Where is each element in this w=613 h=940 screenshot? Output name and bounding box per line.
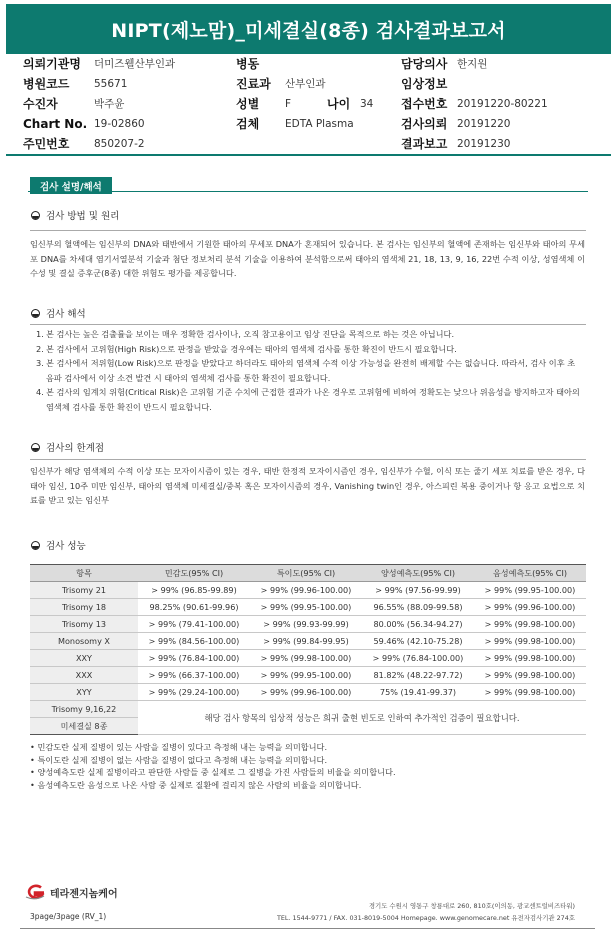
value-specimen: EDTA Plasma	[285, 118, 354, 130]
header-divider	[6, 154, 611, 156]
half-circle-bullet-icon	[31, 211, 40, 220]
definitions-list	[30, 741, 396, 791]
column-header: 음성예측도(95% CI)	[474, 565, 586, 582]
value-attending-doctor: 한지원	[457, 58, 488, 70]
value-requesting-institution: 더미즈웰산부인과	[94, 58, 176, 70]
value-sex: F	[285, 98, 292, 110]
value-patient: 박주윤	[94, 98, 125, 110]
value-receipt-number: 20191220-80221	[457, 98, 548, 110]
divider	[30, 459, 586, 460]
label-result-report-date: 결과보고	[401, 137, 448, 151]
column-header: 민감도(95% CI)	[138, 565, 250, 582]
label-sex: 성별	[236, 97, 260, 111]
page-number: 3page/3page (RV_1)	[30, 912, 107, 921]
label-resident-number: 주민번호	[23, 137, 70, 151]
table-row: XYY > 99% (29.24-100.00) > 99% (99.96-100.00) 75% (19.41-99.37) > 99% (99.98-100.00)	[30, 684, 586, 701]
label-requesting-institution: 의뢰기관명	[23, 57, 81, 71]
value-age: 34	[360, 98, 374, 110]
info-column-2	[236, 54, 373, 134]
limits-heading	[31, 440, 104, 454]
value-hospital-code: 55671	[94, 78, 128, 90]
list-item: 4. 본 검사의 임계치 위험(Critical Risk)은 고위험 기준 수치에 근접한 결과가 나온 경우로 고위험에 비하여 정확도는 낮으나 위음성을 방지하고자 태아의 염색체 검사를 통한 확진이 반드시 필요합니다.	[36, 387, 580, 412]
table-row: 미세결실 8종	[30, 718, 586, 735]
table-row: Trisomy 13 > 99% (79.41-100.00) > 99% (99.93-99.99) 80.00% (56.34-94.27) > 99% (99.98-100.00)	[30, 616, 586, 633]
interpretation-heading	[31, 306, 86, 320]
interpretation-list	[36, 327, 582, 414]
limits-heading-text: 검사의 한계점	[46, 443, 105, 454]
method-heading	[31, 208, 119, 222]
section-tab	[28, 175, 588, 192]
address-line: 경기도 수원시 영통구 창룡대로 260, 810호(이의동, 광교센트럴비즈타워)	[368, 902, 575, 910]
label-patient: 수진자	[23, 97, 58, 111]
label-age: 나이	[327, 97, 351, 111]
footer-divider	[20, 928, 595, 929]
table-row: XXX > 99% (66.37-100.00) > 99% (99.95-100.00) 81.82% (48.22-97.72) > 99% (99.98-100.00)	[30, 667, 586, 684]
info-column-1	[23, 54, 175, 154]
column-header: 특이도(95% CI)	[250, 565, 362, 582]
table-header-row	[30, 565, 586, 582]
label-test-request-date: 검사의뢰	[401, 117, 448, 131]
list-item: • 음성예측도란 음성으로 나온 사람 중 실제로 질환에 걸리지 않은 사람의 비율을 의미합니다.	[30, 779, 396, 792]
report-title: NIPT(제노맘)_미세결실(8종) 검사결과보고서	[6, 4, 611, 54]
company-logo-icon	[24, 884, 46, 900]
value-department: 산부인과	[285, 78, 326, 90]
list-item: 3. 본 검사에서 저위험(Low Risk)으로 판정을 받았다고 하더라도 태아의 염색체 수적 이상 가능성을 완전히 배제할 수는 없습니다. 따라서, 검사 이후 초음파 검사에서 이상 소견 발견 시 태아의 염색체 검사를 통한 확진이 필요합니다.	[36, 358, 576, 383]
value-resident-number: 850207-2	[94, 138, 145, 150]
list-item: 2. 본 검사에서 고위험(High Risk)으로 판정을 받았을 경우에는 태아의 염색체 검사를 통한 확진이 반드시 필요합니다.	[36, 343, 457, 354]
company-name: 테라젠지놈케어	[50, 888, 118, 900]
performance-heading	[31, 538, 86, 552]
value-chart-no: 19-02860	[94, 118, 145, 130]
list-item: • 특이도란 실제 질병이 없는 사람을 질병이 없다고 측정해 내는 능력을 의미합니다.	[30, 754, 396, 767]
value-test-request-date: 20191220	[457, 118, 511, 130]
half-circle-bullet-icon	[31, 541, 40, 550]
table-row: Trisomy 18 98.25% (90.61-99.96) > 99% (99.95-100.00) 96.55% (88.09-99.58) > 99% (99.96-100.00)	[30, 599, 586, 616]
list-item: • 양성예측도란 실제 질병이라고 판단한 사람들 중 실제로 그 질병을 가진 사람들의 비율을 의미합니다.	[30, 766, 396, 779]
list-item: • 민감도란 실제 질병이 있는 사람을 질병이 있다고 측정해 내는 능력을 의미합니다.	[30, 741, 396, 754]
column-header: 양성예측도(95% CI)	[362, 565, 474, 582]
performance-note: 해당 검사 항목의 임상적 성능은 희귀 출현 빈도로 인하여 추가적인 검증이 필요합니다.	[138, 701, 586, 735]
limits-text: 임신부가 해당 염색체의 수적 이상 또는 모자이시즘이 있는 경우, 태반 한정적 모자이시즘인 경우, 임신부가 수혈, 이식 또는 줄기 세포 치료를 받은 경우, 다태아 임신, 10주 미만 임신부, 태아의 염색체 미세결실/중복 혹은 모자이시즘의 경우, Vanishing twin인 경우, 아스피린 복용 중이거나 항 응고 요법으로 치료를 받고 있는 임신부	[30, 466, 585, 505]
method-text: 임신부의 혈액에는 임신부의 DNA와 태반에서 기원한 태아의 무세포 DNA가 혼재되어 있습니다. 본 검사는 임신부의 혈액에 존재하는 임신부와 태아의 무세포 DNA를 차세대 염기서열분석 기술과 첨단 정보처리 분석 기술을 이용하여 분석함으로써 태아의 염색체 21, 18, 13, 9, 16, 22번 수적 이상, 성염색체 이수성 및 결실 증후군(8종) 대한 위험도 평가를 제공합니다.	[30, 239, 585, 278]
label-clinical-info: 임상정보	[401, 77, 448, 91]
label-receipt-number: 접수번호	[401, 97, 448, 111]
label-specimen: 검체	[236, 117, 260, 131]
table-row: Trisomy 21 > 99% (96.85-99.89) > 99% (99.96-100.00) > 99% (97.56-99.99) > 99% (99.95-100.00)	[30, 582, 586, 599]
label-department: 진료과	[236, 77, 271, 91]
company-address	[277, 900, 575, 924]
divider	[30, 230, 586, 231]
label-hospital-code: 병원코드	[23, 77, 70, 91]
half-circle-bullet-icon	[31, 309, 40, 318]
info-column-3	[401, 54, 548, 154]
performance-heading-text: 검사 성능	[46, 541, 86, 552]
table-row: XXY > 99% (76.84-100.00) > 99% (99.98-100.00) > 99% (76.84-100.00) > 99% (99.98-100.00)	[30, 650, 586, 667]
method-heading-text: 검사 방법 및 원리	[46, 211, 120, 222]
column-header: 항목	[30, 565, 138, 582]
divider	[30, 324, 586, 325]
list-item: 1. 본 검사는 높은 검출률을 보이는 매우 정확한 검사이나, 오직 참고용이고 임상 진단을 목적으로 하는 것은 아닙니다.	[36, 329, 455, 339]
section-tab-label: 검사 설명/해석	[30, 177, 112, 194]
table-row: Monosomy X > 99% (84.56-100.00) > 99% (99.84-99.95) 59.46% (42.10-75.28) > 99% (99.98-100.00)	[30, 633, 586, 650]
interpretation-heading-text: 검사 해석	[46, 309, 86, 320]
company-logo	[24, 884, 118, 900]
half-circle-bullet-icon	[31, 443, 40, 452]
label-ward: 병동	[236, 57, 260, 71]
contact-line: TEL. 1544-9771 / FAX. 031-8019-5004 Homepage. www.genomecare.net 유전자검사기관 274호	[276, 914, 575, 922]
label-attending-doctor: 담당의사	[401, 57, 448, 71]
performance-table	[30, 564, 586, 735]
value-result-report-date: 20191230	[457, 138, 511, 150]
table-row: Trisomy 9,16,22 해당 검사 항목의 임상적 성능은 희귀 출현 빈도로 인하여 추가적인 검증이 필요합니다.	[30, 701, 586, 718]
label-chart-no: Chart No.	[23, 117, 88, 131]
